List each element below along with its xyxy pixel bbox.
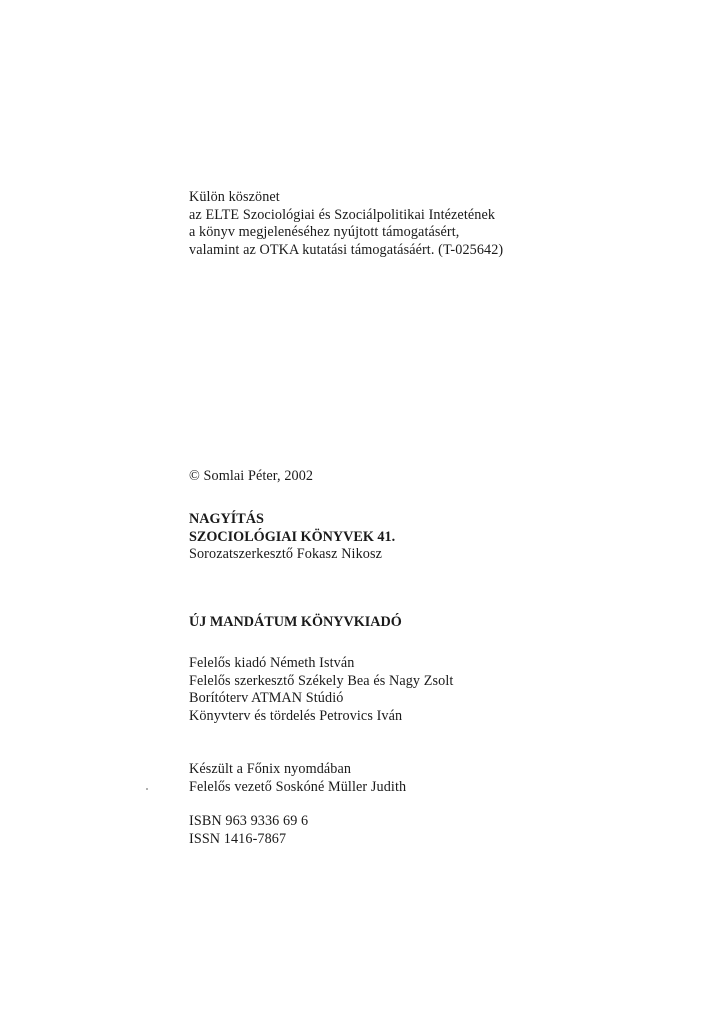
publisher-name: ÚJ MANDÁTUM KÖNYVKIADÓ xyxy=(189,614,402,630)
printing-block xyxy=(189,761,406,796)
copyright-notice: © Somlai Péter, 2002 xyxy=(189,468,314,484)
series-name: SZOCIOLÓGIAI KÖNYVEK 41. xyxy=(189,528,396,545)
isbn: ISBN 963 9336 69 6 xyxy=(189,813,309,829)
printing-line: Felelős vezető Soskóné Müller Judith xyxy=(189,778,407,795)
printing-line: Készült a Főnix nyomdában xyxy=(189,761,352,777)
acknowledgement-line: az ELTE Szociológiai és Szociálpolitikai Intézetének xyxy=(189,206,496,223)
acknowledgement-line: a könyv megjelenéséhez nyújtott támogatásért, xyxy=(189,224,460,241)
staff-line: Felelős kiadó Németh István xyxy=(189,655,355,671)
publisher-staff-block xyxy=(189,655,453,725)
copyright-block xyxy=(189,468,313,486)
staff-line: Könyvterv és tördelés Petrovics Iván xyxy=(189,707,403,724)
acknowledgement-line: Külön köszönet xyxy=(189,189,280,205)
identifiers-block xyxy=(189,813,308,848)
stray-mark xyxy=(146,788,148,790)
series-editor: Sorozatszerkesztő Fokasz Nikosz xyxy=(189,546,383,563)
staff-line: Borítóterv ATMAN Stúdió xyxy=(189,690,344,707)
publisher-block xyxy=(189,614,402,632)
acknowledgement-line: valamint az OTKA kutatási támogatásáért. (T-025642) xyxy=(189,241,504,258)
series-title: NAGYÍTÁS xyxy=(189,511,264,527)
issn: ISSN 1416-7867 xyxy=(189,830,287,847)
series-block xyxy=(189,511,395,564)
acknowledgement-block xyxy=(189,189,503,259)
staff-line: Felelős szerkesztő Székely Bea és Nagy Zsolt xyxy=(189,672,454,689)
